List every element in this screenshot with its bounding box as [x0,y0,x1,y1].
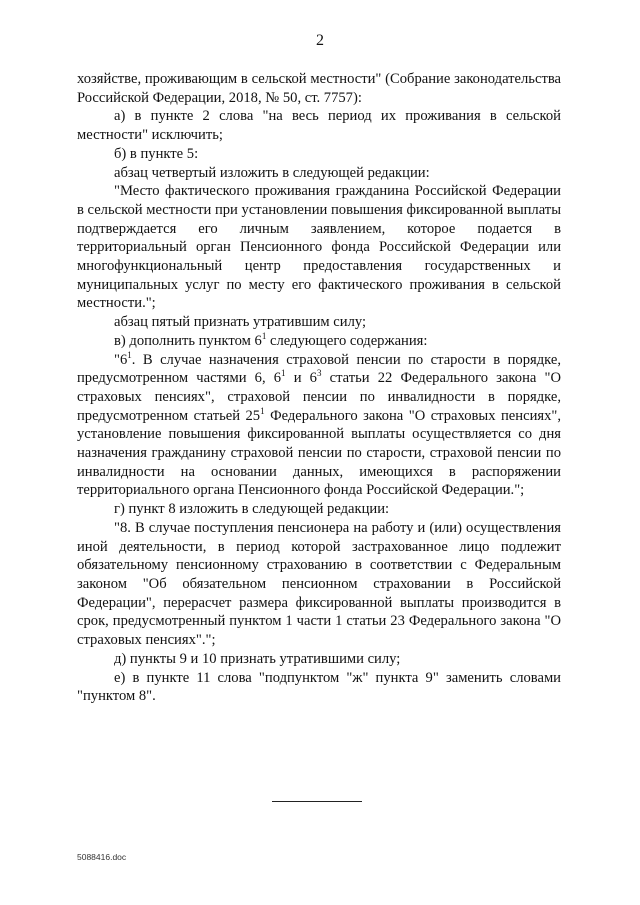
text-run: и 6 [285,370,317,387]
document-body [77,70,561,706]
paragraph-item-d: д) пункты 9 и 10 признать утратившими силу; [114,650,401,667]
text-run: Федерального закона "О страховых пенсиях", установление повышения фиксированной выплаты осуществляется со дня назначения гражданину страховой пенсии по старости, страховой пенсии по инвалидности на основании данных, имеющихся в распоряжении территориального органа Пенсионного фонда Российской Федерации."; [77,407,561,499]
paragraph-point-8: "8. В случае поступления пенсионера на работу и (или) осуществления иной деятельности, в период которой застрахованное лицо подлежит обязательному пенсионному страхованию в соответствии с Федеральным законом "Об обязательном пенсионном страховании в Российской Федерации", перерасчет размера фиксированной выплаты производится в срок, предусмотренный пунктом 1 части 1 статьи 23 Федерального закона "О страховых пенсиях"."; [77,519,561,649]
text-run: в) дополнить пунктом 6 [114,332,262,349]
paragraph-item-v [77,332,561,351]
superscript: 1 [281,368,286,379]
paragraph-point-6-1 [77,351,561,501]
paragraph-item-b: б) в пункте 5: [114,145,199,162]
paragraph-abzac-5: абзац пятый признать утратившим силу; [114,314,367,331]
superscript: 1 [260,405,265,416]
file-name: 5088416.doc [77,852,127,862]
page-number: 2 [316,32,324,49]
text-run: "6 [114,351,128,368]
paragraph-item-e: е) в пункте 11 слова "подпунктом "ж" пункта 9" заменить словами "пунктом 8". [77,669,561,705]
superscript: 3 [316,368,322,379]
text-run: статьи 22 Федерального закона "О страховых пенсиях", страховой пенсии по инвалидности в порядке, предусмотренном статьей 25 [77,370,561,424]
end-divider [272,801,362,802]
superscript: 1 [127,349,132,360]
paragraph-continuation: хозяйстве, проживающим в сельской местности" (Собрание законодательства Российской Федерации, 2018, № 50, ст. 7757): [77,71,561,106]
paragraph-abzac-4: абзац четвертый изложить в следующей редакции: [114,164,430,181]
paragraph-quote-place: "Место фактического проживания гражданина Российской Федерации в сельской местности при установлении повышения фиксированной выплаты подтверждается его личным заявлением, которое подается в территориальный орган Пенсионного фонда Российской Федерации или многофункциональный центр предоставления государственных и муниципальных услуг по месту его фактического проживания в сельской местности."; [77,183,561,312]
text-run: . В случае назначения страховой пенсии по старости в порядке, предусмотренном частями 6, 6 [77,351,561,387]
text-run: следующего содержания: [266,332,428,349]
superscript: 1 [261,330,267,341]
paragraph-item-a: а) в пункте 2 слова "на весь период их проживания в сельской местности" исключить; [77,108,561,144]
paragraph-item-g: г) пункт 8 изложить в следующей редакции: [114,501,390,518]
